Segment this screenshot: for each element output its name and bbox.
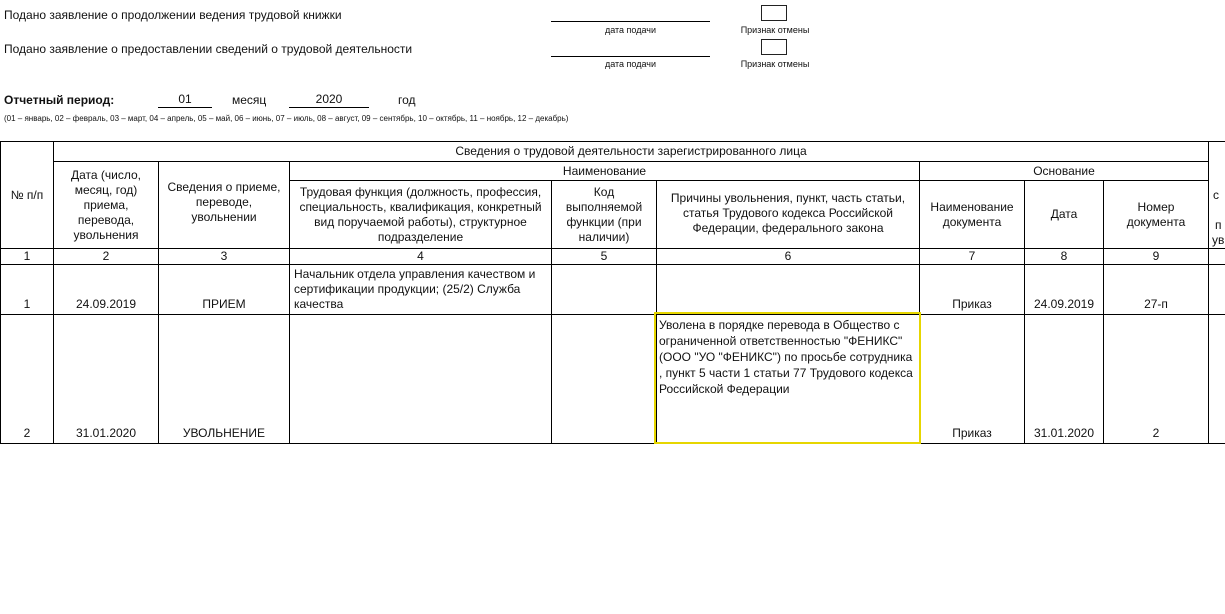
cut-col-text-2: п: [1215, 218, 1222, 232]
statement-provide-info: Подано заявление о предоставлении сведений о трудовой деятельности: [4, 42, 413, 56]
row-date[interactable]: 31.01.2020: [75, 426, 137, 440]
col-header-date: Дата (число, месяц, год) приема, перевода, увольнения: [70, 167, 141, 242]
months-legend: (01 – январь, 02 – февраль, 03 – март, 04 – апрель, 05 – май, 06 – июнь, 07 – июль, 08 – август, 09 – сентябрь, 10 – октябрь, 11 – ноябрь, 12 – декабрь): [4, 114, 569, 123]
year-value: 2020: [315, 92, 343, 106]
date-underline-1: [551, 21, 710, 22]
col-header-function: Трудовая функция (должность, профессия, специальность, квалификация, конкретный вид поручаемой работы), структурное подразделение: [299, 184, 542, 244]
col-header-docnum: Номер документа: [1126, 199, 1186, 229]
row-reason[interactable]: [657, 265, 919, 314]
statement-continue-book: Подано заявление о продолжении ведения трудовой книжки: [4, 8, 342, 22]
row-event[interactable]: ПРИЕМ: [202, 297, 246, 311]
row-date[interactable]: 24.09.2019: [75, 297, 137, 311]
index-5: 5: [600, 249, 608, 263]
date-caption-2: дата подачи: [604, 59, 657, 69]
row-num: 1: [23, 297, 31, 311]
col-group-title: Сведения о трудовой деятельности зарегистрированного лица: [455, 144, 807, 158]
index-1: 1: [23, 249, 31, 263]
row-function[interactable]: [290, 315, 551, 443]
row-event[interactable]: УВОЛЬНЕНИЕ: [182, 426, 266, 440]
index-8: 8: [1060, 249, 1068, 263]
cancel-caption-1: Признак отмены: [740, 25, 810, 35]
index-6: 6: [784, 249, 792, 263]
month-underline: [158, 107, 212, 108]
index-3: 3: [220, 249, 228, 263]
cancel-caption-2: Признак отмены: [740, 59, 810, 69]
cancel-checkbox-2[interactable]: [761, 39, 787, 55]
row-doc-name[interactable]: Приказ: [952, 297, 992, 311]
cut-col-text-1: с: [1213, 188, 1219, 202]
row-reason-selected[interactable]: Уволена в порядке перевода в Общество с ограниченной ответственностью "ФЕНИКС" (ООО "УО "ФЕНИКС") по просьбе сотрудника , пункт 5 части 1 статьи 77 Трудового кодекса Российской Федерации: [654, 312, 921, 444]
col-header-event: Сведения о приеме, переводе, увольнении: [167, 180, 281, 224]
index-7: 7: [968, 249, 976, 263]
row-doc-num[interactable]: 27-п: [1144, 297, 1168, 311]
col-header-docname: Наименование документа: [930, 199, 1014, 229]
col-group-basis: Основание: [1033, 163, 1095, 178]
month-label: месяц: [232, 93, 267, 107]
date-caption-1: дата подачи: [604, 25, 657, 35]
row-code[interactable]: [552, 315, 656, 443]
col-header-num: № п/п: [10, 187, 44, 202]
month-value: 01: [178, 92, 192, 106]
col-header-reason: Причины увольнения, пункт, часть статьи, статья Трудового кодекса Российской Федерации, федерального закона: [670, 191, 906, 235]
row-doc-num[interactable]: 2: [1152, 426, 1160, 440]
col-group-name: Наименование: [562, 163, 647, 178]
row-function[interactable]: Начальник отдела управления качеством и сертификации продукции; (25/2) Служба качества: [294, 267, 536, 311]
index-2: 2: [102, 249, 110, 263]
cancel-checkbox-1[interactable]: [761, 5, 787, 21]
row-doc-date[interactable]: 31.01.2020: [1033, 426, 1095, 440]
index-4: 4: [417, 249, 424, 263]
row-num: 2: [23, 426, 31, 440]
row-doc-date[interactable]: 24.09.2019: [1033, 297, 1095, 311]
row-code[interactable]: [552, 265, 656, 314]
year-label: год: [398, 93, 416, 107]
year-underline: [289, 107, 369, 108]
row-doc-name[interactable]: Приказ: [952, 426, 992, 440]
date-underline-2: [551, 56, 710, 57]
cut-col-text-3: ув: [1212, 233, 1225, 247]
index-9: 9: [1152, 249, 1160, 263]
col-header-docdate: Дата: [1050, 207, 1078, 221]
col-header-code: Код выполняемой функции (при наличии): [565, 184, 643, 244]
period-label: Отчетный период:: [4, 93, 115, 107]
